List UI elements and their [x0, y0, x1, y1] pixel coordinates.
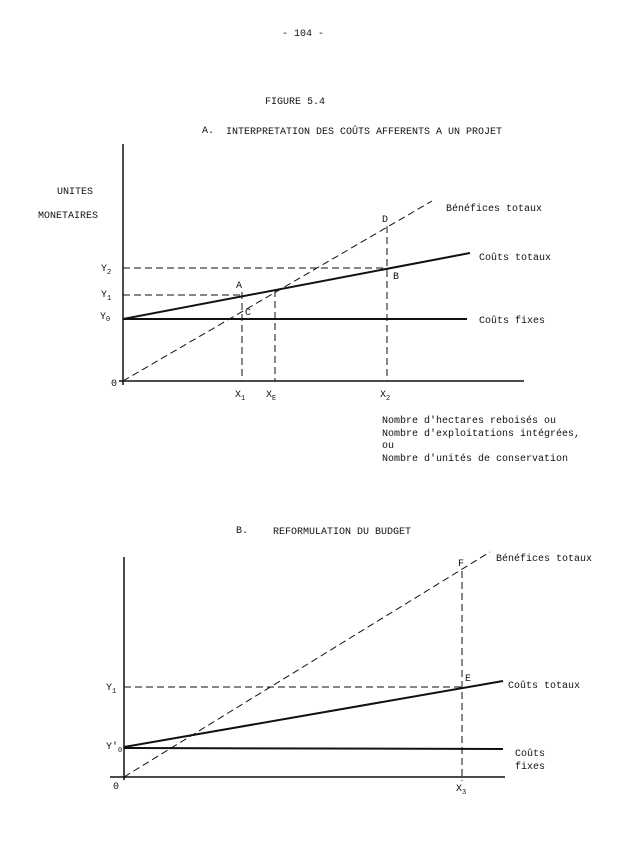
panel-b — [106, 526, 592, 797]
y-tick-y0-prime: $Y'_0$ — [106, 742, 123, 755]
total-costs-label: Coûts totaux — [508, 681, 581, 692]
x-tick-x3: $X_3$ — [456, 784, 467, 797]
x-tick-x2: $X_2$ — [380, 390, 391, 403]
total-costs-line — [124, 681, 503, 747]
point-c: C — [245, 308, 252, 319]
point-d: D — [382, 215, 389, 226]
panel-a-title: INTERPRETATION DES COÛTS AFFERENTS A UN PROJET — [226, 127, 503, 138]
origin-label: 0 — [111, 379, 118, 390]
benefits-label: Bénéfices totaux — [446, 204, 543, 215]
fixed-costs-label: fixes — [515, 762, 546, 773]
y-axis-label: MONETAIRES — [38, 211, 99, 222]
panel-b-letter: B. — [236, 526, 249, 537]
point-e: E — [465, 674, 472, 685]
panel-a — [38, 124, 580, 465]
point-a: A — [236, 281, 243, 292]
point-b: B — [393, 272, 400, 283]
y-axis-label: UNITES — [57, 187, 94, 198]
x-axis-label-line: Nombre d'unités de conservation — [382, 454, 569, 465]
y-tick-y0: $Y_0$ — [100, 312, 111, 324]
y-tick-y2: $Y_2$ — [101, 264, 112, 277]
x-axis-label-line: Nombre d'hectares reboisés ou — [382, 416, 557, 427]
benefits-line — [123, 201, 432, 381]
x-tick-x1: $X_1$ — [235, 390, 246, 403]
benefits-line — [124, 552, 490, 777]
panel-a-letter: A. — [202, 126, 215, 137]
fixed-costs-line — [124, 748, 503, 749]
figure-title: FIGURE 5.4 — [265, 97, 326, 108]
x-tick-xe: $X_E$ — [266, 390, 277, 403]
total-costs-label: Coûts totaux — [479, 253, 552, 264]
origin-label: 0 — [113, 782, 120, 793]
total-costs-line — [123, 253, 470, 319]
fixed-costs-label: Coûts — [515, 749, 546, 760]
y-tick-y1: $Y_1$ — [106, 683, 117, 696]
page-number: - 104 - — [282, 29, 325, 40]
fixed-costs-label: Coûts fixes — [479, 316, 546, 327]
x-axis-label-line: Nombre d'exploitations intégrées, — [382, 429, 581, 440]
panel-b-title: REFORMULATION DU BUDGET — [273, 527, 412, 538]
x-axis-label-line: ou — [382, 441, 395, 452]
point-f: F — [458, 559, 465, 570]
benefits-label: Bénéfices totaux — [496, 554, 593, 565]
y-tick-y1: $Y_1$ — [101, 290, 112, 303]
